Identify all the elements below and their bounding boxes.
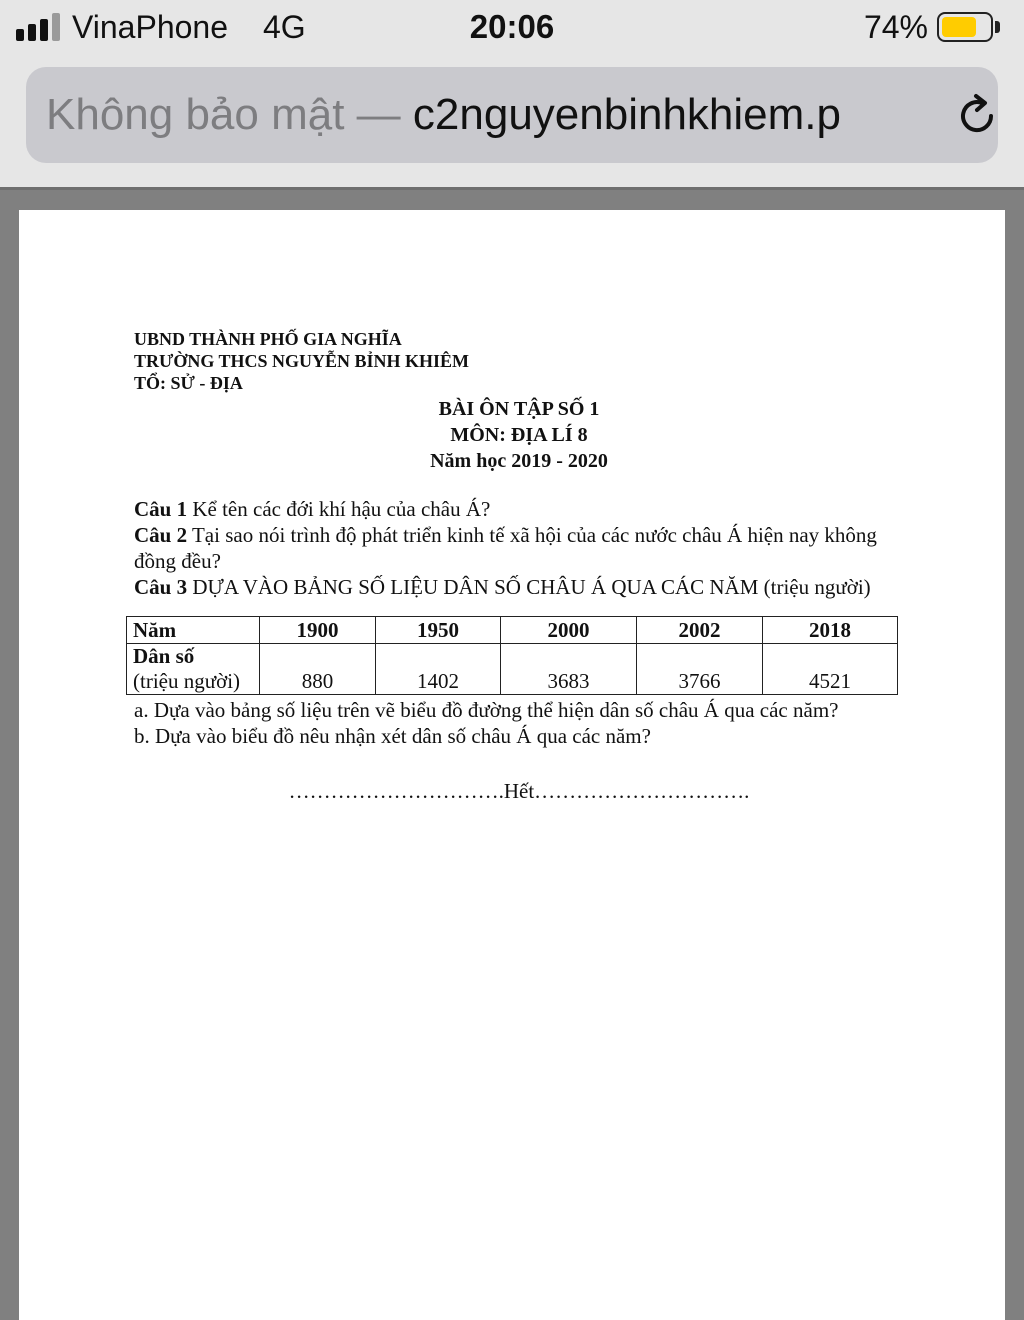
question-2 bbox=[134, 522, 904, 574]
sub-question-b: b. Dựa vào biểu đồ nêu nhận xét dân số châu Á qua các năm? bbox=[134, 724, 651, 748]
browser-chrome bbox=[0, 0, 1024, 190]
question-label: Câu 2 bbox=[134, 523, 188, 547]
table-row-label-top: Dân số bbox=[133, 644, 195, 668]
question-label: Câu 1 bbox=[134, 497, 188, 521]
table-row-label-bottom: (triệu người) bbox=[133, 669, 241, 693]
document-content bbox=[134, 328, 904, 804]
sub-question-list bbox=[134, 697, 904, 749]
table-value-cell: 4521 bbox=[763, 644, 898, 695]
table-value-cell: 3683 bbox=[501, 644, 637, 695]
question-text: DỰA VÀO BẢNG SỐ LIỆU DÂN SỐ CHÂU Á QUA CÁC NĂM (triệu người) bbox=[192, 575, 871, 599]
population-table bbox=[126, 616, 898, 695]
question-1 bbox=[134, 496, 904, 522]
table-year-cell: 1950 bbox=[376, 617, 501, 644]
document-school-year: Năm học 2019 - 2020 bbox=[430, 450, 608, 472]
battery-level-fill bbox=[942, 17, 976, 37]
question-label: Câu 3 bbox=[134, 575, 188, 599]
battery-percent: 74% bbox=[863, 9, 928, 45]
table-row-label bbox=[127, 644, 260, 695]
table-year-cell: 2002 bbox=[637, 617, 763, 644]
document-page bbox=[19, 210, 1005, 1320]
sub-question-a: a. Dựa vào bảng số liệu trên vẽ biểu đồ đường thể hiện dân số châu Á qua các năm? bbox=[134, 698, 839, 722]
address-bar[interactable] bbox=[26, 67, 998, 163]
question-text: Tại sao nói trình độ phát triển kinh tế xã hội của các nước châu Á hiện nay không đồng đều? bbox=[134, 523, 877, 573]
carrier-name: VinaPhone bbox=[72, 9, 228, 45]
table-year-cell: 1900 bbox=[260, 617, 376, 644]
battery-icon bbox=[937, 12, 993, 42]
table-value-cell: 1402 bbox=[376, 644, 501, 695]
question-text: Kể tên các đới khí hậu của châu Á? bbox=[192, 497, 491, 521]
table-data-row bbox=[127, 644, 898, 695]
header-line-department: TỔ: SỬ - ĐỊA bbox=[134, 373, 243, 393]
table-value-cell: 880 bbox=[260, 644, 376, 695]
reload-icon[interactable] bbox=[954, 93, 998, 139]
question-list bbox=[134, 496, 904, 600]
status-time: 20:06 bbox=[469, 8, 555, 45]
table-header-row bbox=[127, 617, 898, 644]
table-value-cell: 3766 bbox=[637, 644, 763, 695]
url-host: c2nguyenbinhkhiem.p bbox=[412, 90, 841, 139]
header-line-council: UBND THÀNH PHỐ GIA NGHĨA bbox=[134, 329, 402, 349]
end-line: ………………………….Hết…………………………. bbox=[288, 779, 750, 803]
table-year-cell: 2000 bbox=[501, 617, 637, 644]
question-3 bbox=[134, 574, 904, 600]
network-type: 4G bbox=[263, 9, 306, 45]
table-year-cell: 2018 bbox=[763, 617, 898, 644]
header-line-school: TRƯỜNG THCS NGUYỄN BỈNH KHIÊM bbox=[134, 351, 470, 371]
status-bar bbox=[0, 0, 1024, 58]
document-title-block bbox=[134, 396, 904, 474]
document-title: BÀI ÔN TẬP SỐ 1 bbox=[438, 398, 600, 420]
security-label: Không bảo mật — bbox=[46, 90, 401, 139]
battery-cap bbox=[995, 21, 1000, 33]
table-header-label: Năm bbox=[127, 617, 260, 644]
document-subject: MÔN: ĐỊA LÍ 8 bbox=[450, 424, 588, 446]
url-text[interactable] bbox=[46, 87, 914, 143]
